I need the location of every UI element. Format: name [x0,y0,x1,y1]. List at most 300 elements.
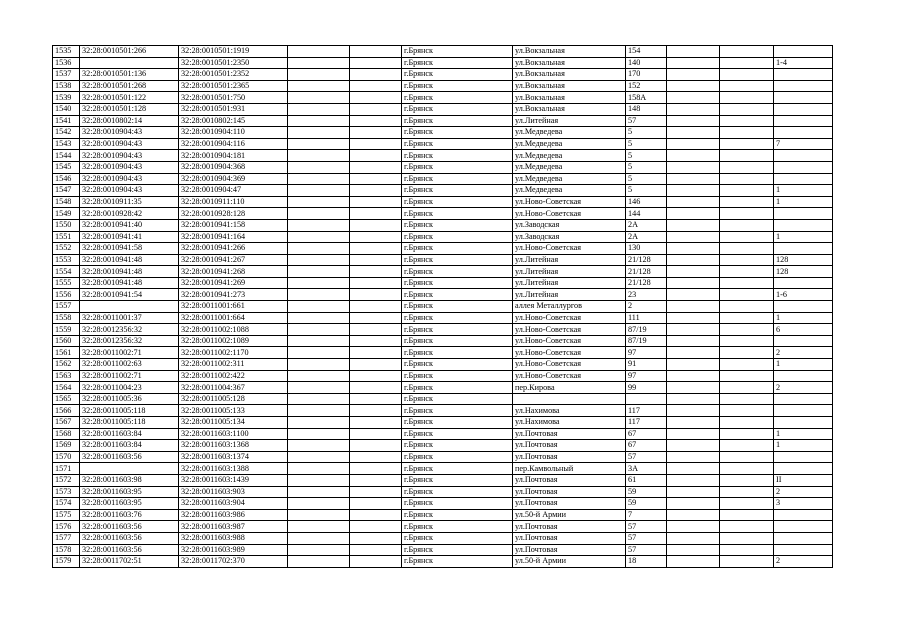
blank-col-a-cell [288,556,350,568]
parent-cadastral-number-cell: 32:28:0012356:32 [80,335,179,347]
cadastral-number-cell: 32:28:0011603:1368 [179,440,288,452]
blank-col-a-cell [288,127,350,139]
city-cell: г.Брянск [402,254,513,266]
cadastral-number-cell: 32:28:0011001:661 [179,301,288,313]
parent-cadastral-number-cell: 32:28:0011002:71 [80,347,179,359]
table-row [53,486,833,498]
house-number-cell: 18 [626,556,667,568]
blank-col-a-cell [288,115,350,127]
house-number-cell: 59 [626,498,667,510]
house-number-cell: 117 [626,405,667,417]
parent-cadastral-number-cell: 32:28:0010941:41 [80,231,179,243]
cadastral-number-cell: 32:28:0011603:1388 [179,463,288,475]
blank-col-b-cell [350,161,402,173]
table-row [53,115,833,127]
city-cell: г.Брянск [402,57,513,69]
parent-cadastral-number-cell: 32:28:0011603:98 [80,474,179,486]
street-cell: ул.Почтовая [513,440,626,452]
apartment-cell [774,103,833,115]
apartment-cell: 1 [774,185,833,197]
blank-col-c-cell [667,219,720,231]
parent-cadastral-number-cell: 32:28:0010904:43 [80,185,179,197]
blank-col-b-cell [350,138,402,150]
table-row [53,335,833,347]
parent-cadastral-number-cell: 32:28:0010941:58 [80,243,179,255]
table-row [53,208,833,220]
apartment-cell [774,463,833,475]
apartment-cell: 2 [774,347,833,359]
parent-cadastral-number-cell: 32:28:0010904:43 [80,127,179,139]
house-number-cell: 21/128 [626,254,667,266]
apartment-cell [774,335,833,347]
street-cell: ул.Ново-Советская [513,335,626,347]
cadastral-number-cell: 32:28:0011603:904 [179,498,288,510]
row-number-cell: 1551 [53,231,80,243]
cadastral-number-cell: 32:28:0011002:422 [179,370,288,382]
city-cell: г.Брянск [402,474,513,486]
row-number-cell: 1548 [53,196,80,208]
house-number-cell: 117 [626,417,667,429]
blank-col-c-cell [667,382,720,394]
cadastral-number-cell: 32:28:0011002:311 [179,359,288,371]
row-number-cell: 1543 [53,138,80,150]
blank-col-d-cell [720,138,774,150]
apartment-cell [774,521,833,533]
house-number-cell: 5 [626,150,667,162]
cadastral-number-cell: 32:28:0010928:128 [179,208,288,220]
table-row [53,324,833,336]
street-cell [513,393,626,405]
blank-col-b-cell [350,196,402,208]
city-cell: г.Брянск [402,312,513,324]
city-cell: г.Брянск [402,486,513,498]
city-cell: г.Брянск [402,440,513,452]
city-cell: г.Брянск [402,370,513,382]
row-number-cell: 1564 [53,382,80,394]
blank-col-c-cell [667,532,720,544]
table-row [53,312,833,324]
register-table-body [53,46,833,568]
parent-cadastral-number-cell: 32:28:0011603:56 [80,532,179,544]
apartment-cell [774,127,833,139]
apartment-cell: 2 [774,382,833,394]
parent-cadastral-number-cell: 32:28:0011603:95 [80,486,179,498]
blank-col-d-cell [720,347,774,359]
city-cell: г.Брянск [402,243,513,255]
apartment-cell: 7 [774,138,833,150]
street-cell: пер.Камвольный [513,463,626,475]
blank-col-b-cell [350,440,402,452]
blank-col-c-cell [667,103,720,115]
blank-col-d-cell [720,289,774,301]
blank-col-b-cell [350,428,402,440]
cadastral-number-cell: 32:28:0010941:164 [179,231,288,243]
blank-col-d-cell [720,359,774,371]
street-cell: ул.Нахимова [513,405,626,417]
blank-col-c-cell [667,243,720,255]
house-number-cell: 5 [626,173,667,185]
street-cell: ул.Литейная [513,277,626,289]
apartment-cell: 1-4 [774,57,833,69]
street-cell: ул.Почтовая [513,451,626,463]
blank-col-a-cell [288,57,350,69]
city-cell: г.Брянск [402,173,513,185]
parent-cadastral-number-cell: 32:28:0010904:43 [80,150,179,162]
street-cell: ул.50-й Армии [513,556,626,568]
street-cell: ул.Почтовая [513,532,626,544]
parent-cadastral-number-cell: 32:28:0011005:118 [80,417,179,429]
blank-col-c-cell [667,69,720,81]
blank-col-a-cell [288,301,350,313]
blank-col-c-cell [667,254,720,266]
cadastral-number-cell: 32:28:0011603:903 [179,486,288,498]
parent-cadastral-number-cell: 32:28:0010904:43 [80,138,179,150]
city-cell: г.Брянск [402,463,513,475]
cadastral-number-cell: 32:28:0011005:128 [179,393,288,405]
city-cell: г.Брянск [402,509,513,521]
blank-col-b-cell [350,219,402,231]
parent-cadastral-number-cell: 32:28:0010802:14 [80,115,179,127]
cadastral-number-cell: 32:28:0010941:273 [179,289,288,301]
street-cell: ул.Заводская [513,231,626,243]
table-row [53,57,833,69]
city-cell: г.Брянск [402,324,513,336]
apartment-cell [774,69,833,81]
blank-col-d-cell [720,498,774,510]
row-number-cell: 1568 [53,428,80,440]
street-cell: аллея Металлургов [513,301,626,313]
row-number-cell: 1544 [53,150,80,162]
blank-col-c-cell [667,544,720,556]
blank-col-c-cell [667,266,720,278]
table-row [53,532,833,544]
house-number-cell [626,393,667,405]
city-cell: г.Брянск [402,451,513,463]
blank-col-b-cell [350,266,402,278]
house-number-cell: 57 [626,521,667,533]
parent-cadastral-number-cell: 32:28:0011005:36 [80,393,179,405]
cadastral-number-cell: 32:28:0011002:1170 [179,347,288,359]
apartment-cell: 1 [774,196,833,208]
blank-col-d-cell [720,173,774,185]
parent-cadastral-number-cell: 32:28:0011603:76 [80,509,179,521]
house-number-cell: 87/19 [626,324,667,336]
blank-col-a-cell [288,138,350,150]
table-row [53,463,833,475]
city-cell: г.Брянск [402,382,513,394]
city-cell: г.Брянск [402,219,513,231]
street-cell: ул.Почтовая [513,498,626,510]
table-row [53,359,833,371]
parent-cadastral-number-cell: 32:28:0010501:136 [80,69,179,81]
blank-col-a-cell [288,335,350,347]
blank-col-d-cell [720,532,774,544]
parent-cadastral-number-cell: 32:28:0012356:32 [80,324,179,336]
apartment-cell [774,80,833,92]
apartment-cell [774,417,833,429]
apartment-cell: 128 [774,254,833,266]
house-number-cell: 111 [626,312,667,324]
blank-col-d-cell [720,161,774,173]
cadastral-number-cell: 32:28:0010904:110 [179,127,288,139]
table-row [53,440,833,452]
row-number-cell: 1569 [53,440,80,452]
street-cell: ул.Ново-Советская [513,324,626,336]
row-number-cell: 1538 [53,80,80,92]
table-row [53,103,833,115]
row-number-cell: 1545 [53,161,80,173]
street-cell: ул.Медведева [513,161,626,173]
blank-col-a-cell [288,440,350,452]
cadastral-number-cell: 32:28:0010904:181 [179,150,288,162]
row-number-cell: 1559 [53,324,80,336]
house-number-cell: 67 [626,428,667,440]
street-cell: пер.Кирова [513,382,626,394]
blank-col-c-cell [667,440,720,452]
apartment-cell: 3 [774,498,833,510]
apartment-cell: 1 [774,231,833,243]
house-number-cell: 154 [626,46,667,58]
house-number-cell: 3А [626,463,667,475]
blank-col-c-cell [667,208,720,220]
house-number-cell: 148 [626,103,667,115]
table-row [53,289,833,301]
apartment-cell [774,301,833,313]
row-number-cell: 1539 [53,92,80,104]
table-row [53,417,833,429]
cadastral-number-cell: 32:28:0011603:987 [179,521,288,533]
house-number-cell: 57 [626,544,667,556]
street-cell: ул.Почтовая [513,474,626,486]
apartment-cell [774,393,833,405]
blank-col-a-cell [288,405,350,417]
blank-col-c-cell [667,173,720,185]
row-number-cell: 1549 [53,208,80,220]
house-number-cell: 87/19 [626,335,667,347]
city-cell: г.Брянск [402,347,513,359]
blank-col-a-cell [288,370,350,382]
blank-col-d-cell [720,405,774,417]
blank-col-a-cell [288,46,350,58]
city-cell: г.Брянск [402,498,513,510]
table-row [53,382,833,394]
house-number-cell: 61 [626,474,667,486]
register-table [52,45,833,568]
street-cell: ул.Ново-Советская [513,243,626,255]
parent-cadastral-number-cell: 32:28:0011001:37 [80,312,179,324]
blank-col-c-cell [667,115,720,127]
cadastral-number-cell: 32:28:0010941:158 [179,219,288,231]
parent-cadastral-number-cell: 32:28:0010941:48 [80,277,179,289]
blank-col-c-cell [667,127,720,139]
parent-cadastral-number-cell: 32:28:0010904:43 [80,161,179,173]
city-cell: г.Брянск [402,46,513,58]
blank-col-b-cell [350,451,402,463]
table-row [53,46,833,58]
blank-col-d-cell [720,208,774,220]
blank-col-c-cell [667,417,720,429]
parent-cadastral-number-cell: 32:28:0010941:54 [80,289,179,301]
blank-col-a-cell [288,289,350,301]
blank-col-c-cell [667,335,720,347]
city-cell: г.Брянск [402,405,513,417]
parent-cadastral-number-cell: 32:28:0011002:63 [80,359,179,371]
table-row [53,254,833,266]
street-cell: ул.Почтовая [513,544,626,556]
apartment-cell [774,46,833,58]
table-row [53,231,833,243]
row-number-cell: 1560 [53,335,80,347]
cadastral-number-cell: 32:28:0010904:368 [179,161,288,173]
blank-col-b-cell [350,46,402,58]
table-row [53,127,833,139]
row-number-cell: 1556 [53,289,80,301]
blank-col-b-cell [350,185,402,197]
apartment-cell: 128 [774,266,833,278]
parent-cadastral-number-cell: 32:28:0011702:51 [80,556,179,568]
table-row [53,474,833,486]
blank-col-c-cell [667,509,720,521]
blank-col-d-cell [720,382,774,394]
blank-col-c-cell [667,521,720,533]
city-cell: г.Брянск [402,301,513,313]
blank-col-d-cell [720,544,774,556]
cadastral-number-cell: 32:28:0011603:1100 [179,428,288,440]
blank-col-b-cell [350,208,402,220]
parent-cadastral-number-cell: 32:28:0010941:40 [80,219,179,231]
city-cell: г.Брянск [402,289,513,301]
parent-cadastral-number-cell: 32:28:0011603:95 [80,498,179,510]
house-number-cell: 5 [626,185,667,197]
blank-col-c-cell [667,405,720,417]
cadastral-number-cell: 32:28:0010802:145 [179,115,288,127]
blank-col-c-cell [667,474,720,486]
street-cell: ул.Ново-Советская [513,359,626,371]
cadastral-number-cell: 32:28:0011603:988 [179,532,288,544]
house-number-cell: 21/128 [626,266,667,278]
blank-col-d-cell [720,556,774,568]
table-row [53,301,833,313]
blank-col-d-cell [720,417,774,429]
cadastral-number-cell: 32:28:0011005:133 [179,405,288,417]
blank-col-b-cell [350,69,402,81]
blank-col-c-cell [667,138,720,150]
blank-col-b-cell [350,370,402,382]
row-number-cell: 1567 [53,417,80,429]
house-number-cell: 144 [626,208,667,220]
row-number-cell: 1575 [53,509,80,521]
blank-col-b-cell [350,335,402,347]
cadastral-number-cell: 32:28:0010904:47 [179,185,288,197]
blank-col-b-cell [350,474,402,486]
apartment-cell [774,219,833,231]
street-cell: ул.Вокзальная [513,103,626,115]
city-cell: г.Брянск [402,138,513,150]
city-cell: г.Брянск [402,393,513,405]
cadastral-number-cell: 32:28:0010501:1919 [179,46,288,58]
street-cell: ул.Ново-Советская [513,196,626,208]
blank-col-b-cell [350,289,402,301]
apartment-cell [774,173,833,185]
house-number-cell: 21/128 [626,277,667,289]
row-number-cell: 1535 [53,46,80,58]
blank-col-b-cell [350,127,402,139]
parent-cadastral-number-cell: 32:28:0011603:84 [80,428,179,440]
house-number-cell: 91 [626,359,667,371]
street-cell: ул.Медведева [513,127,626,139]
row-number-cell: 1540 [53,103,80,115]
blank-col-d-cell [720,301,774,313]
parent-cadastral-number-cell: 32:28:0011005:118 [80,405,179,417]
blank-col-a-cell [288,103,350,115]
blank-col-a-cell [288,196,350,208]
blank-col-c-cell [667,370,720,382]
blank-col-d-cell [720,127,774,139]
row-number-cell: 1571 [53,463,80,475]
house-number-cell: 5 [626,138,667,150]
blank-col-c-cell [667,196,720,208]
blank-col-b-cell [350,521,402,533]
table-row [53,498,833,510]
row-number-cell: 1574 [53,498,80,510]
row-number-cell: 1563 [53,370,80,382]
table-row [53,370,833,382]
blank-col-c-cell [667,359,720,371]
row-number-cell: 1555 [53,277,80,289]
blank-col-a-cell [288,150,350,162]
blank-col-a-cell [288,161,350,173]
cadastral-number-cell: 32:28:0010501:2365 [179,80,288,92]
table-row [53,196,833,208]
blank-col-a-cell [288,243,350,255]
blank-col-d-cell [720,312,774,324]
apartment-cell: 1 [774,428,833,440]
parent-cadastral-number-cell: 32:28:0011603:56 [80,521,179,533]
row-number-cell: 1537 [53,69,80,81]
row-number-cell: 1536 [53,57,80,69]
house-number-cell: 5 [626,161,667,173]
street-cell: ул.Ново-Советская [513,312,626,324]
cadastral-number-cell: 32:28:0010904:116 [179,138,288,150]
street-cell: ул.Ново-Советская [513,347,626,359]
house-number-cell: 158А [626,92,667,104]
blank-col-d-cell [720,92,774,104]
house-number-cell: 7 [626,509,667,521]
apartment-cell [774,370,833,382]
blank-col-d-cell [720,115,774,127]
apartment-cell [774,243,833,255]
table-row [53,219,833,231]
house-number-cell: 2А [626,219,667,231]
blank-col-d-cell [720,324,774,336]
blank-col-a-cell [288,521,350,533]
blank-col-a-cell [288,219,350,231]
house-number-cell: 57 [626,451,667,463]
blank-col-b-cell [350,324,402,336]
parent-cadastral-number-cell: 32:28:0010904:43 [80,173,179,185]
table-row [53,150,833,162]
blank-col-c-cell [667,57,720,69]
street-cell: ул.Литейная [513,289,626,301]
city-cell: г.Брянск [402,103,513,115]
city-cell: г.Брянск [402,231,513,243]
parent-cadastral-number-cell: 32:28:0011004:23 [80,382,179,394]
house-number-cell: 59 [626,486,667,498]
parent-cadastral-number-cell: 32:28:0011002:71 [80,370,179,382]
blank-col-a-cell [288,69,350,81]
blank-col-c-cell [667,80,720,92]
apartment-cell [774,115,833,127]
